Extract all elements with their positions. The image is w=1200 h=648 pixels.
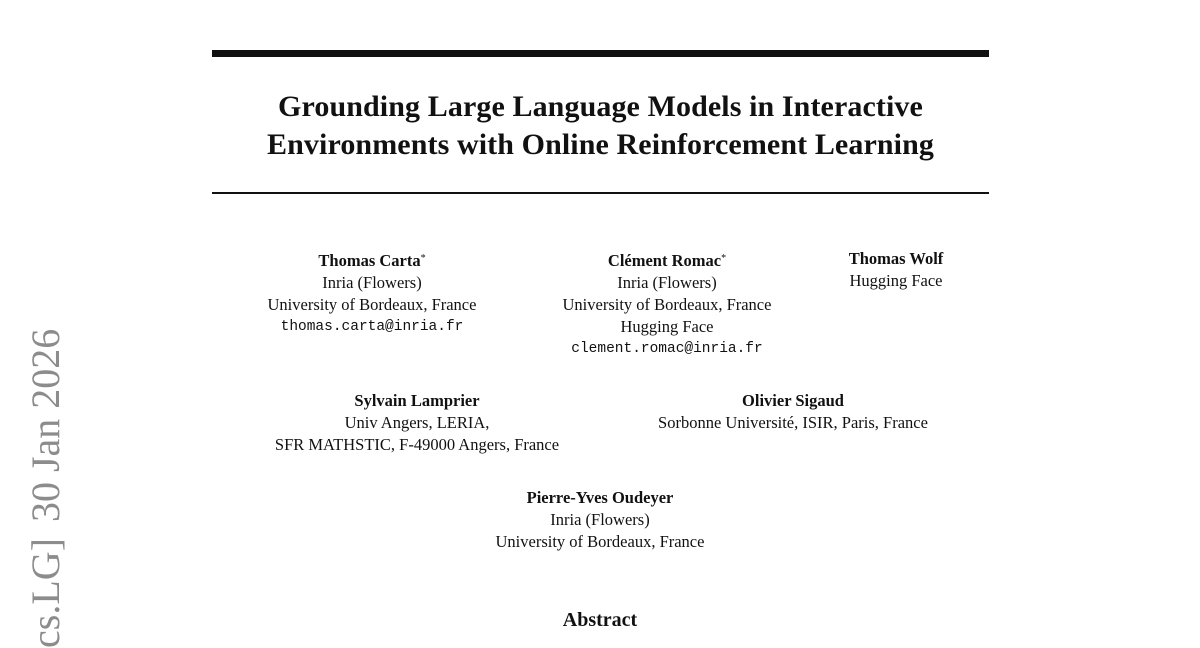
author-affiliation: University of Bordeaux, France <box>267 295 477 314</box>
arxiv-side-stamp <box>23 328 68 648</box>
author-affiliation: Hugging Face <box>620 317 714 336</box>
author-block-oudeyer <box>460 487 740 553</box>
author-block-lamprier <box>240 390 594 456</box>
author-name: Thomas Carta* <box>318 251 426 270</box>
arxiv-date: 30 Jan 2026 <box>23 328 68 523</box>
author-email[interactable]: thomas.carta@inria.fr <box>280 319 464 335</box>
author-affiliation: Inria (Flowers) <box>322 273 422 292</box>
author-block-carta <box>240 248 504 338</box>
author-block-wolf <box>830 248 962 292</box>
title-line-1: Grounding Large Language Models in Interactive <box>278 90 923 123</box>
equal-contribution-mark: * <box>721 253 727 264</box>
author-name: Sylvain Lamprier <box>354 391 480 410</box>
abstract-heading: Abstract <box>562 609 638 631</box>
author-affiliation: University of Bordeaux, France <box>562 295 772 314</box>
author-name: Pierre-Yves Oudeyer <box>526 488 674 507</box>
arxiv-category: cs.LG] <box>23 538 68 648</box>
author-block-sigaud <box>626 390 960 434</box>
author-affiliation: Univ Angers, LERIA, <box>344 413 490 432</box>
author-affiliation: Hugging Face <box>849 271 943 290</box>
title-line-2: Environments with Online Reinforcement Learning <box>267 128 934 161</box>
bottom-rule <box>212 192 989 194</box>
author-email[interactable]: clement.romac@inria.fr <box>571 341 763 357</box>
top-rule <box>212 50 989 57</box>
author-affiliation: Inria (Flowers) <box>617 273 717 292</box>
author-affiliation: Inria (Flowers) <box>550 510 650 529</box>
author-name: Olivier Sigaud <box>742 391 844 410</box>
author-name: Thomas Wolf <box>848 249 944 268</box>
equal-contribution-mark: * <box>420 253 426 264</box>
paper-title <box>212 88 989 164</box>
author-name: Clément Romac* <box>607 251 727 270</box>
author-affiliation: Sorbonne Université, ISIR, Paris, France <box>658 413 928 432</box>
author-affiliation: SFR MATHSTIC, F-49000 Angers, France <box>274 435 560 454</box>
author-affiliation: University of Bordeaux, France <box>495 532 705 551</box>
author-block-romac <box>536 248 798 360</box>
